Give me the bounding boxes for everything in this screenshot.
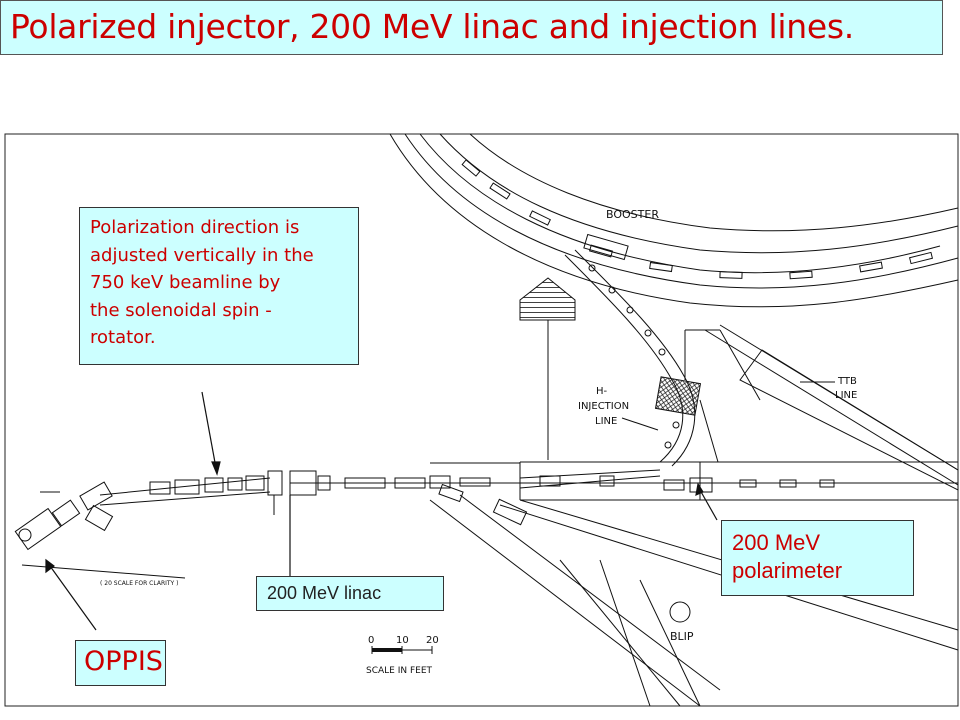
- page-title: Polarized injector, 200 MeV linac and injection lines.: [10, 7, 854, 46]
- linac-callout: 200 MeV linac: [256, 576, 444, 611]
- ttb-label: [835, 376, 857, 401]
- h-injection-leader: [622, 418, 658, 430]
- scale-tick-0: 0: [368, 635, 375, 646]
- polarization-note: Polarization direction is adjusted vertically in the 750 keV beamline by the solenoidal spin - rotator.: [79, 207, 359, 365]
- booster-ring: [390, 134, 958, 307]
- booster-label: BOOSTER: [606, 208, 659, 221]
- h-injection-label: [578, 386, 629, 427]
- svg-text:INJECTION: INJECTION: [578, 401, 630, 412]
- main-beamline: [290, 462, 958, 500]
- svg-text:LINE: LINE: [835, 390, 858, 401]
- polarimeter-callout: 200 MeV polarimeter: [721, 520, 914, 596]
- scale-tick-10: 10: [396, 635, 409, 646]
- oppis-callout: OPPIS: [75, 640, 166, 686]
- scale-caption: SCALE IN FEET: [366, 666, 433, 676]
- small-scale-note: ( 20 SCALE FOR CLARITY ): [100, 580, 179, 587]
- ttb-line: [705, 325, 958, 490]
- svg-text:H-: H-: [596, 386, 608, 397]
- hatched-shield: [520, 278, 575, 320]
- scale-tick-20: 20: [426, 635, 439, 646]
- blip-target: [670, 602, 690, 622]
- blip-label: BLIP: [670, 630, 694, 643]
- septum-block: [656, 377, 701, 415]
- lebt-beamline: [100, 476, 274, 515]
- booster-magnets: [462, 160, 932, 279]
- oppis-source: [15, 482, 185, 578]
- svg-text:LINE: LINE: [595, 416, 618, 427]
- scale-bar: [366, 635, 439, 676]
- svg-text:TTB: TTB: [838, 376, 857, 387]
